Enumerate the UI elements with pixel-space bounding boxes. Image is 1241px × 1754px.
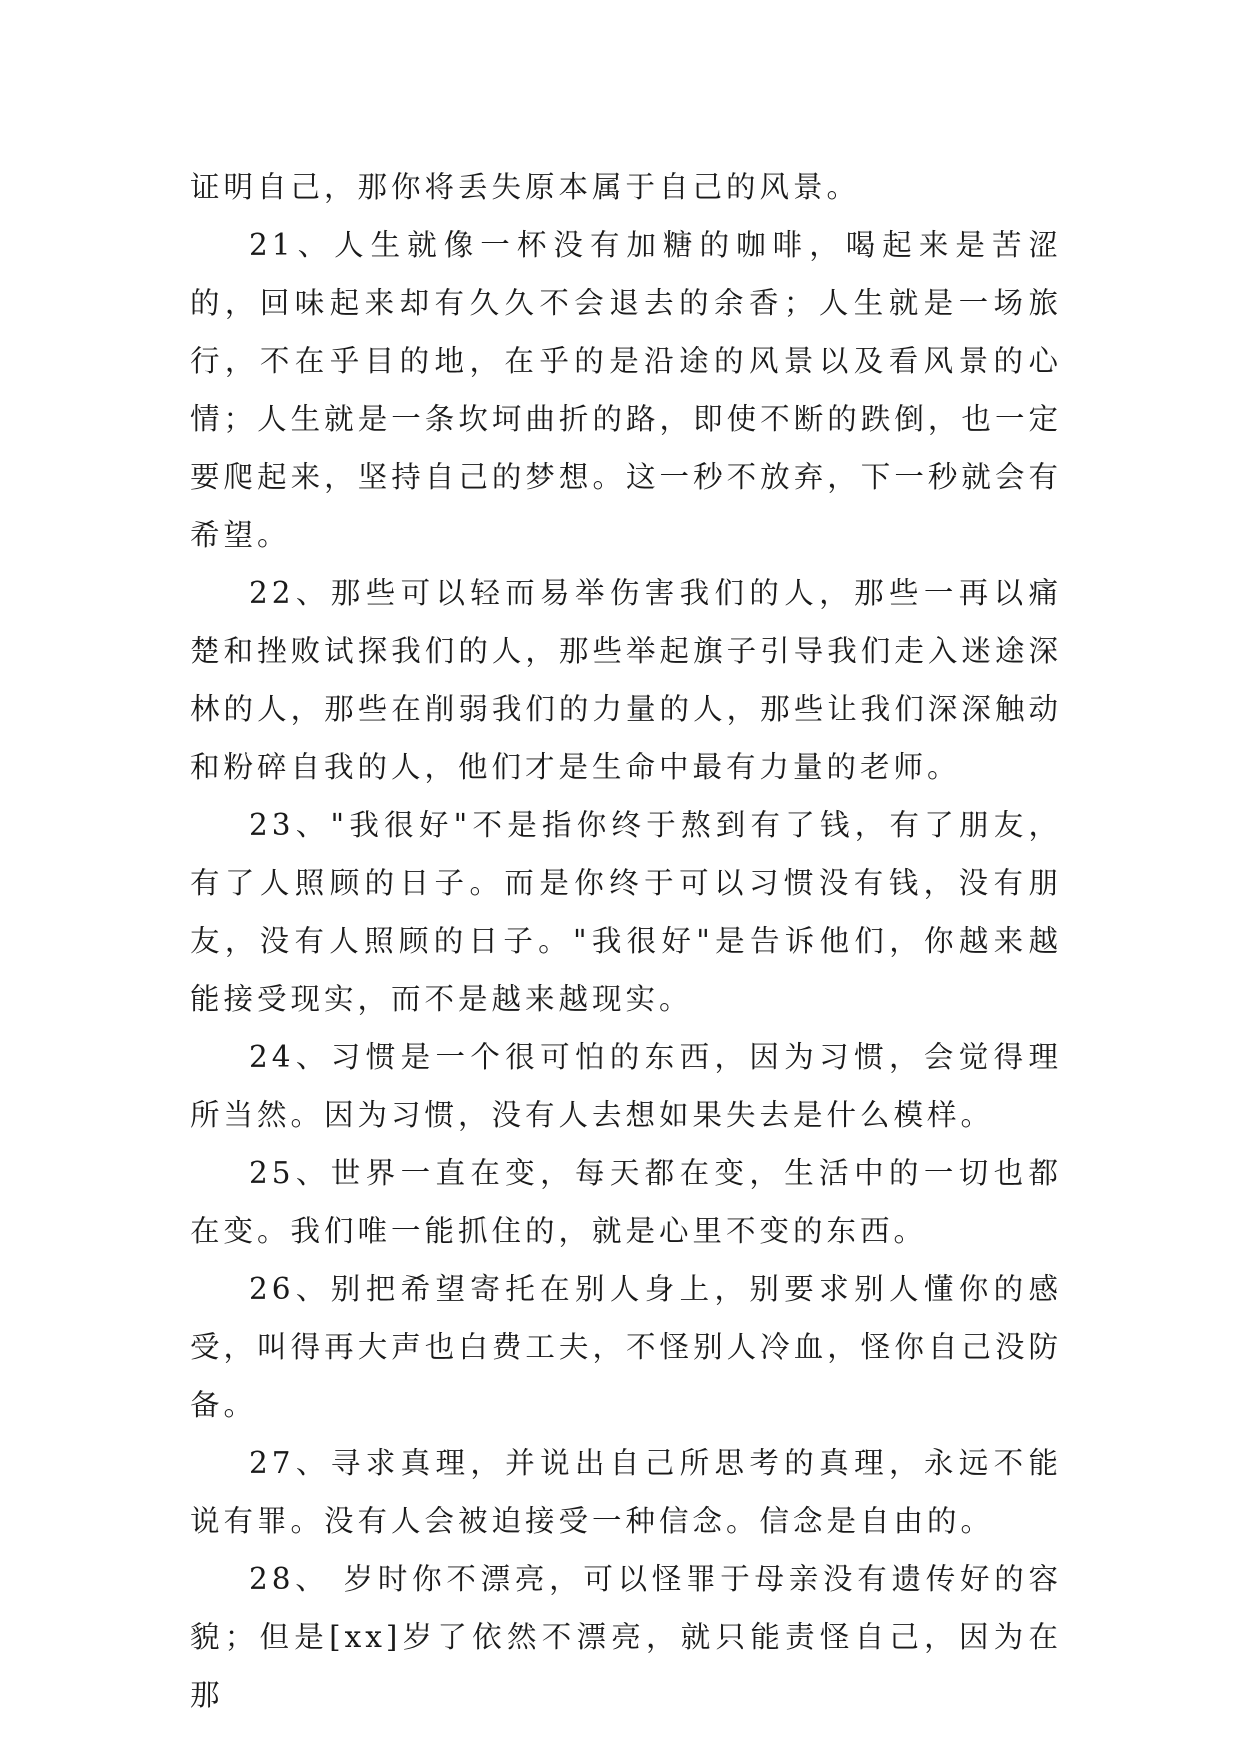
paragraph-26: 26、别把希望寄托在别人身上，别要求别人懂你的感受，叫得再大声也白费工夫，不怪别人冷血，怪你自己没防备。	[190, 1272, 1062, 1422]
paragraph-27: 27、寻求真理，并说出自己所思考的真理，永远不能说有罪。没有人会被迫接受一种信念。信念是自由的。	[190, 1446, 1062, 1538]
document-body	[190, 158, 1062, 1724]
paragraph-continuation: 证明自己，那你将丢失原本属于自己的风景。	[190, 170, 861, 204]
paragraph-25: 25、世界一直在变，每天都在变，生活中的一切也都在变。我们唯一能抓住的，就是心里不变的东西。	[190, 1156, 1062, 1248]
paragraph-21: 21、人生就像一杯没有加糖的咖啡，喝起来是苦涩的，回味起来却有久久不会退去的余香；人生就是一场旅行，不在乎目的地，在乎的是沿途的风景以及看风景的心情；人生就是一条坎坷曲折的路，即使不断的跌倒，也一定要爬起来，坚持自己的梦想。这一秒不放弃，下一秒就会有希望。	[190, 228, 1062, 552]
paragraph-23: 23、"我很好"不是指你终于熬到有了钱，有了朋友，有了人照顾的日子。而是你终于可以习惯没有钱，没有朋友，没有人照顾的日子。"我很好"是告诉他们，你越来越能接受现实，而不是越来越现实。	[190, 808, 1062, 1016]
paragraph-22: 22、那些可以轻而易举伤害我们的人，那些一再以痛楚和挫败试探我们的人，那些举起旗子引导我们走入迷途深林的人，那些在削弱我们的力量的人，那些让我们深深触动和粉碎自我的人，他们才是生命中最有力量的老师。	[190, 576, 1062, 784]
paragraph-28: 28、 岁时你不漂亮，可以怪罪于母亲没有遗传好的容貌；但是[xx]岁了依然不漂亮，就只能责怪自己，因为在那	[190, 1562, 1062, 1712]
paragraph-24: 24、习惯是一个很可怕的东西，因为习惯，会觉得理所当然。因为习惯，没有人去想如果失去是什么模样。	[190, 1040, 1062, 1132]
